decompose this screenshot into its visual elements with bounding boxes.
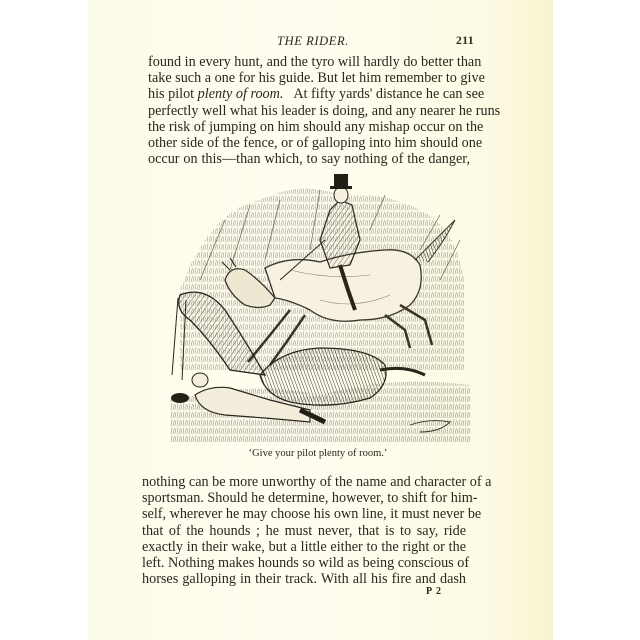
text-line: left. Nothing makes hounds so wild as being conscious of bbox=[142, 554, 470, 571]
text-line: self, wherever he may choose his own line, it must never be bbox=[142, 506, 482, 523]
text-line: exactly in their wake, but a little either to the right or the bbox=[142, 538, 466, 555]
text-line: take such a one for his guide. But let him remember to give bbox=[148, 70, 485, 87]
text-line bbox=[148, 86, 485, 103]
running-head: THE RIDER. bbox=[277, 34, 349, 48]
text-line: sportsman. Should he determine, however, to shift for him- bbox=[142, 490, 478, 507]
text-line: found in every hunt, and the tyro will hardly do better than bbox=[148, 54, 482, 70]
italic-phrase: plenty of room. bbox=[197, 86, 284, 103]
text-line: the risk of jumping on him should any mishap occur on the bbox=[148, 118, 484, 135]
text-line: occur on this—than which, to say nothing of the danger, bbox=[148, 151, 470, 168]
text-line: other side of the fence, or of galloping into him should one bbox=[148, 134, 483, 151]
text-line: perfectly well what his leader is doing, and any nearer he runs bbox=[148, 102, 501, 119]
engraving-illustration bbox=[170, 170, 470, 442]
body-text-bottom bbox=[142, 474, 492, 588]
signature-mark: P 2 bbox=[426, 586, 443, 597]
text-run: his pilot bbox=[148, 86, 195, 103]
figure-caption: ‘Give your pilot plenty of room.’ bbox=[248, 448, 388, 459]
text-line: horses galloping in their track. With all his fire and dash bbox=[142, 571, 466, 588]
body-text-top bbox=[148, 54, 501, 168]
text-run: At fifty yards' distance he can see bbox=[293, 86, 485, 103]
page-number: 211 bbox=[456, 35, 475, 47]
text-line: nothing can be more unworthy of the name and character of a bbox=[142, 474, 492, 490]
hunting-scene-image bbox=[170, 170, 470, 442]
text-line: that of the hounds ; he must never, that is to say, ride bbox=[142, 522, 466, 539]
book-page bbox=[88, 0, 553, 640]
